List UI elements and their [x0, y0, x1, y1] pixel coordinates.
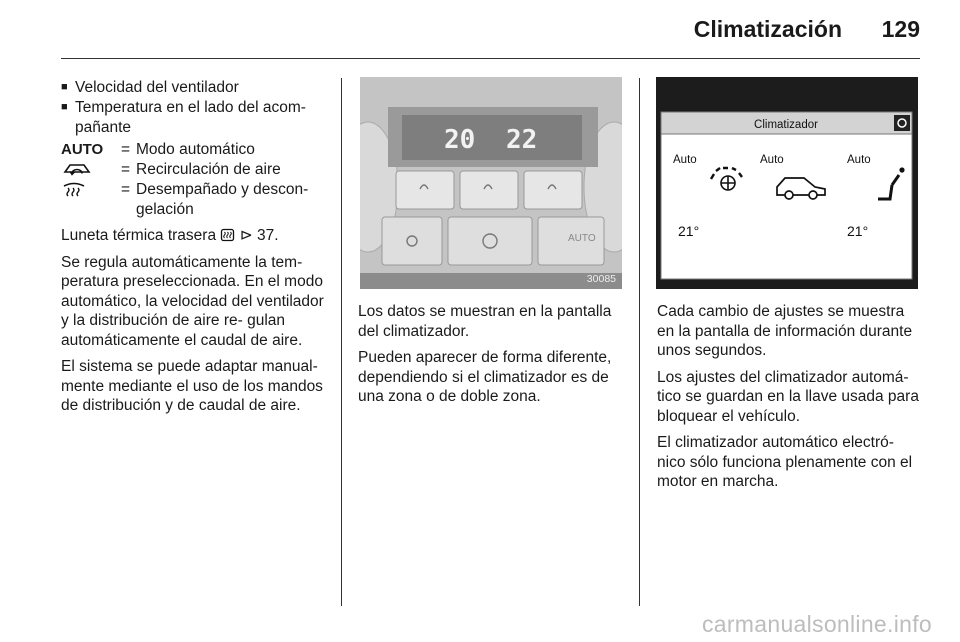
equals-sign: = [121, 141, 131, 158]
page-number: 129 [881, 16, 920, 42]
reference-arrow-icon: ⊳ [239, 227, 253, 244]
auto-label-right: Auto [847, 154, 871, 166]
auto-button-label: AUTO [568, 233, 596, 244]
defrost-icon [61, 180, 87, 203]
bullet-item [61, 78, 329, 98]
column-divider-2 [639, 78, 640, 606]
paragraph: Pueden aparecer de forma diferente, dependiendo si el climatizador es de una zona o de doble zona. [358, 349, 612, 405]
bullet-text: Velocidad del ventilador [75, 79, 239, 96]
column-3-body [657, 302, 922, 499]
paragraph: Se regula automáticamente la tem- peratura preseleccionada. En el modo automático, la velocidad del ventilador y la distribución de aire re- gulan automáticamente el caudal de aire. [61, 253, 324, 349]
watermark: carmanualsonline.info [701, 611, 932, 637]
climate-panel-photo [360, 77, 622, 289]
settings-icon[interactable] [894, 115, 910, 131]
display-temp-left: 20 [444, 125, 476, 155]
rear-window-line [61, 226, 333, 246]
definition-value: Modo automático [136, 141, 255, 158]
definition-recirculation [61, 160, 331, 180]
display-temp-right: 22 [506, 125, 538, 155]
equals-sign: = [121, 181, 131, 198]
bullet-square-icon: ■ [61, 81, 68, 93]
auto-key: AUTO [61, 141, 104, 158]
equals-sign: = [121, 161, 131, 178]
definition-defrost [61, 180, 331, 219]
climate-display-figure [656, 77, 918, 289]
display-title: Climatizador [754, 119, 818, 131]
paragraph: Cada cambio de ajustes se muestra en la pantalla de información durante unos segundos. [657, 303, 913, 359]
bullet-item [61, 98, 329, 137]
auto-label-center: Auto [760, 154, 784, 166]
page-reference[interactable]: 37. [257, 227, 279, 244]
paragraph: Los ajustes del climatizador automá- tico se guardan en la llave usada para bloquear el vehículo. [657, 368, 919, 425]
bullet-square-icon: ■ [61, 101, 68, 113]
auto-label-left: Auto [673, 154, 697, 166]
paragraph: El sistema se puede adaptar manual- mente mediante el uso de los mandos de distribución y de caudal de aire. [61, 358, 323, 414]
column-2-body [358, 302, 623, 414]
definition-auto [61, 140, 331, 160]
temp-left: 21° [678, 223, 700, 239]
page-title: Climatización [693, 16, 842, 42]
definition-value: Desempañado y descon- gelación [136, 181, 309, 218]
column-1-body [61, 226, 333, 423]
bullet-text: Temperatura en el lado del acom- pañante [75, 99, 306, 136]
paragraph: Los datos se muestran en la pantalla del climatizador. [358, 303, 612, 340]
header-rule [61, 58, 920, 59]
rear-defrost-icon [220, 227, 235, 244]
rear-window-text: Luneta térmica trasera [61, 227, 217, 244]
figure-number: 30085 [586, 273, 616, 285]
column-divider-1 [341, 78, 342, 606]
temp-right: 21° [847, 223, 869, 239]
paragraph: El climatizador automático electró- nico sólo funciona plenamente con el motor en marcha. [657, 434, 913, 490]
definition-value: Recirculación de aire [136, 161, 281, 178]
